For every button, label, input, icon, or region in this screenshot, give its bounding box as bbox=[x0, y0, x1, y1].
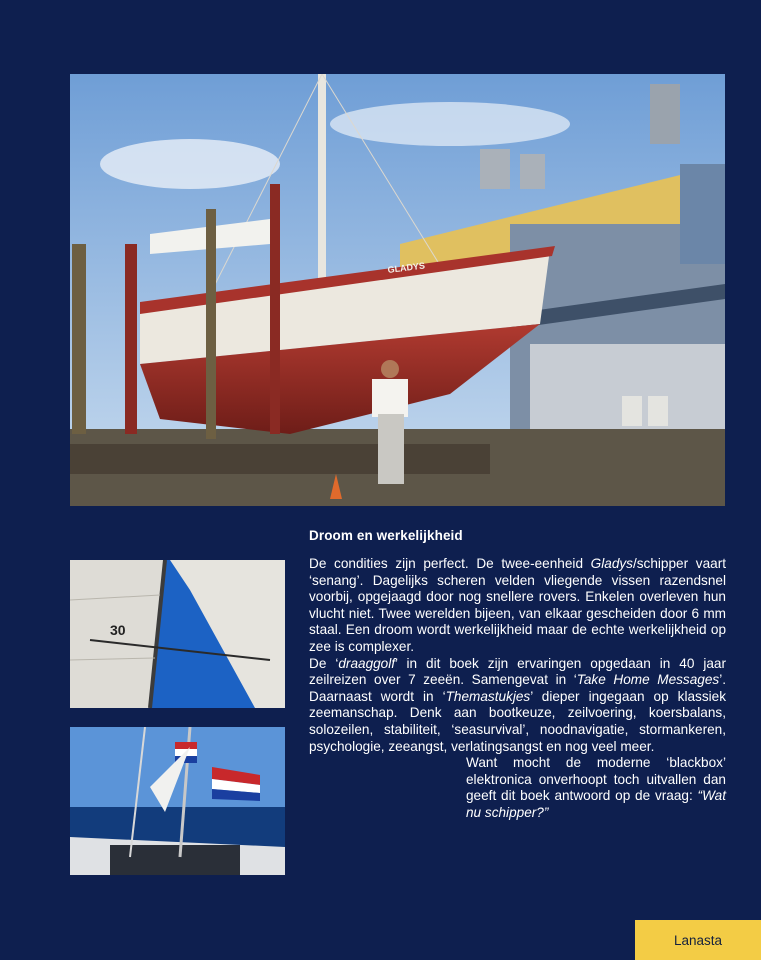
person-trousers bbox=[378, 414, 404, 484]
chair bbox=[622, 396, 642, 426]
roof-vent bbox=[480, 149, 510, 189]
cloud bbox=[330, 102, 570, 146]
person-head bbox=[381, 360, 399, 378]
hatch bbox=[110, 845, 240, 875]
chair bbox=[648, 396, 668, 426]
support-pole bbox=[270, 184, 280, 434]
publisher-label: Lanasta bbox=[635, 920, 761, 960]
sail-photo bbox=[70, 560, 285, 708]
article-heading: Droom en werkelijkheid bbox=[309, 528, 463, 543]
paragraph-2: De ‘draaggolf’ in dit boek zijn ervaringen opgedaan in 40 jaar zeilreizen over 7 zeeën. Samengevat in ‘Take Home Messages’. Daarnaast wordt in ‘Themastukjes’ dieper ingegaan op klassiek zeemanschap. Denk aan bootkeuze, zeilvoering, koersbalans, solozeilen, stabiliteit, ‘seasurvival’, noodnavigatie, stormankeren, psychologie, zeeangst, verlatingsangst en nog veel meer. bbox=[309, 655, 727, 754]
roof-vent bbox=[650, 84, 680, 144]
roof-vent bbox=[520, 154, 545, 189]
support-pole bbox=[72, 244, 86, 434]
cradle bbox=[70, 444, 490, 474]
flag-red bbox=[175, 742, 197, 749]
article bbox=[309, 528, 726, 822]
support-pole bbox=[206, 209, 216, 439]
deck-photo-flags bbox=[70, 727, 285, 875]
building-door bbox=[680, 164, 725, 264]
sail-number: 30 bbox=[110, 622, 126, 638]
paragraph-1: De condities zijn perfect. De twee-eenheid Gladys/schipper vaart ‘senang’. Dagelijks scheren velden vliegende vissen razendsnel voorbij, opgejaagd door nog snellere rovers. Enkelen overleven hun vlucht niet. Twee werelden bijeen, van elkaar gescheiden door 6 mm staal. Een droom wordt werkelijkheid maar de echte werkelijkheid op zee is complexer. bbox=[309, 556, 727, 654]
person-shirt bbox=[372, 379, 408, 417]
paragraph-3: Want mocht de moderne ‘blackbox’ elektronica onverhoopt toch uitvallen dan geeft dit boek antwoord op de vraag: “Wat nu schipper?” bbox=[466, 755, 726, 820]
cloud bbox=[100, 139, 280, 189]
main-photo-boat-on-hard bbox=[70, 74, 725, 506]
support-pole bbox=[125, 244, 137, 434]
boat-name: GLADYS bbox=[387, 260, 426, 275]
